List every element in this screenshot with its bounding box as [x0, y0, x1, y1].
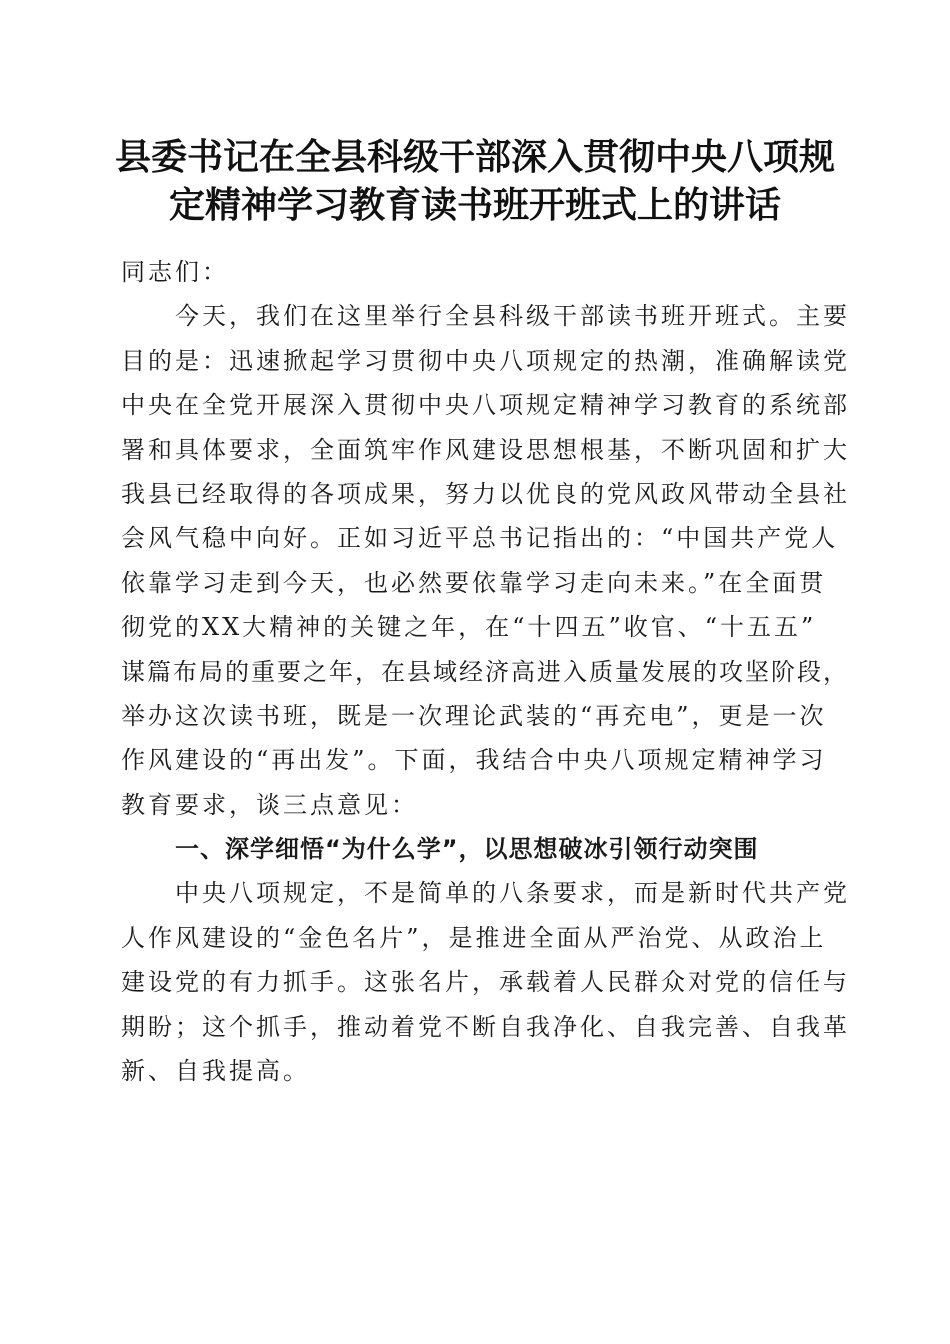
- paragraph-line: 教育要求，谈三点意见：: [121, 790, 418, 819]
- paragraph-line: 作风建设的“再出发”。下面，我结合中央八项规定精神学习: [121, 746, 827, 775]
- paragraph-1: [121, 294, 850, 827]
- document-title: [110, 134, 840, 230]
- paragraph-line: 目的是：迅速掀起学习贯彻中央八项规定的热潮，准确解读党: [121, 346, 850, 375]
- paragraph-line: 依靠学习走到今天，也必然要依靠学习走向未来。”在全面贯: [121, 568, 827, 597]
- title-line-1: 县委书记在全县科级干部深入贯彻中央八项规: [114, 137, 835, 178]
- paragraph-line: 署和具体要求，全面筑牢作风建设思想根基，不断巩固和扩大: [121, 435, 850, 464]
- paragraph-line: 今天，我们在这里举行全县科级干部读书班开班式。主要: [175, 302, 850, 331]
- paragraph-line: 中央在全党开展深入贯彻中央八项规定精神学习教育的系统部: [121, 391, 850, 420]
- paragraph-line: 人作风建设的“金色名片”，是推进全面从严治党、从政治上: [121, 923, 827, 952]
- salutation: 同志们：: [121, 258, 229, 286]
- paragraph-line: 彻党的XX大精神的关键之年，在“十四五”收官、“十五五”: [121, 613, 817, 642]
- paragraph-line: 中央八项规定，不是简单的八条要求，而是新时代共产党: [175, 879, 850, 908]
- paragraph-2: [121, 871, 850, 1093]
- paragraph-line: 新、自我提高。: [121, 1057, 310, 1086]
- section-heading-1: 一、深学细悟“为什么学”，以思想破冰引领行动突围: [175, 835, 759, 864]
- paragraph-line: 会风气稳中向好。正如习近平总书记指出的：“中国共产党人: [121, 524, 839, 553]
- document-body: [121, 250, 850, 1093]
- paragraph-line: 举办这次读书班，既是一次理论武装的“再充电”，更是一次: [121, 701, 827, 730]
- paragraph-line: 建设党的有力抓手。这张名片，承载着人民群众对党的信任与: [121, 968, 850, 997]
- title-line-2: 定精神学习教育读书班开班式上的讲话: [168, 185, 781, 226]
- paragraph-line: 期盼；这个抓手，推动着党不断自我净化、自我完善、自我革: [121, 1012, 850, 1041]
- paragraph-line: 谋篇布局的重要之年，在县域经济高进入质量发展的攻坚阶段，: [121, 657, 849, 686]
- paragraph-line: 我县已经取得的各项成果，努力以优良的党风政风带动全县社: [121, 479, 850, 508]
